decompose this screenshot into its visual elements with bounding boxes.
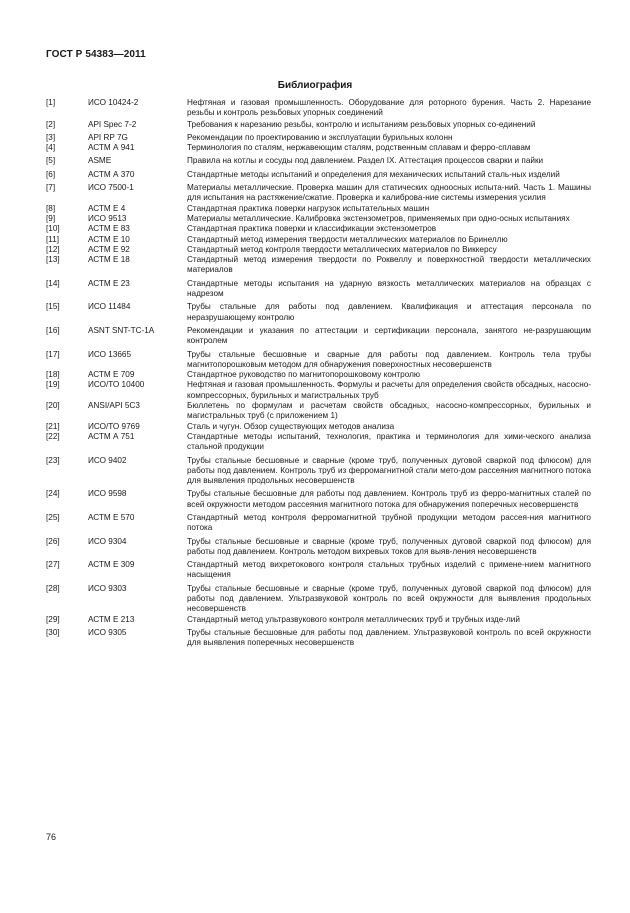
- entry-text: Трубы стальные бесшовные и сварные (кроме труб, полученных дуговой сваркой под флюсом) для работы под давлением. Контроль методом вихревых токов для выяв-ления несовершенств: [187, 536, 591, 556]
- entry-reference: АСТМ А 370: [88, 169, 135, 179]
- entry-text: Стандартные методы испытаний, технология, практика и терминология для хими-ческого анализа стальной продукции: [187, 431, 591, 452]
- entry-number: [28]: [46, 583, 60, 593]
- entry-reference: ИСО 9305: [88, 627, 127, 637]
- entry-text: Материалы металлические. Проверка машин для статических одноосных испыта-ний. Часть 1. Машины для испытания на растяжение/сжатие. Проверка и калиброва-ние системы измерения усилия: [187, 183, 591, 203]
- entry-number: [14]: [46, 278, 60, 288]
- entry-reference: ИСО 9303: [88, 583, 127, 593]
- entry-reference: ASNT SNT-TC-1A: [88, 325, 155, 335]
- entry-number: [25]: [46, 512, 60, 522]
- bibliography-entry: [46, 560, 591, 581]
- entry-reference: АСТМ Е 4: [88, 203, 126, 213]
- entry-text: Бюллетень по формулам и расчетам свойств обсадных, насосно-компрессорных, бурильных и магистральных труб (с приложением 1): [187, 401, 591, 421]
- entry-reference: API Spec 7-2: [88, 119, 137, 129]
- entry-number: [3]: [46, 132, 56, 142]
- entry-number: [4]: [46, 143, 56, 153]
- bibliography-entry: [46, 120, 591, 130]
- entry-number: [19]: [46, 380, 60, 390]
- entry-reference: АСТМ Е 83: [88, 224, 130, 234]
- bibliography-entry: [46, 615, 591, 625]
- entry-reference: АСТМ Е 213: [88, 614, 135, 624]
- entry-reference: API RP 7G: [88, 132, 128, 142]
- entry-text: Стандартная практика поверки нагрузок испытательных машин: [187, 203, 430, 213]
- entry-number: [23]: [46, 455, 60, 465]
- entry-number: [9]: [46, 213, 56, 223]
- entry-reference: АСТМ Е 570: [88, 512, 135, 522]
- bibliography-entry: [46, 302, 591, 323]
- entry-number: [24]: [46, 489, 60, 499]
- bibliography-entry: [46, 224, 591, 234]
- entry-text: Рекомендации по проектированию и эксплуатации бурильных колонн: [187, 132, 453, 142]
- entry-text: Нефтяная и газовая промышленность. Формулы и расчеты для определения свойств обсадных, насосно-компрессорных, бурильных и магистральных труб: [187, 380, 592, 400]
- bibliography-list: [46, 98, 591, 649]
- entry-number: [15]: [46, 302, 60, 312]
- bibliography-entry: [46, 513, 591, 534]
- entry-text: Стандартный метод измерения твердости металлических материалов по Бринеллю: [187, 234, 508, 244]
- bibliography-entry: [46, 183, 591, 204]
- bibliography-entry: [46, 537, 591, 558]
- entry-number: [2]: [46, 119, 56, 129]
- bibliography-entry: [46, 143, 591, 153]
- entry-reference: АСТМ Е 709: [88, 370, 135, 380]
- entry-text: Стандартный метод контроля твердости металлических материалов по Виккерсу: [187, 244, 497, 254]
- entry-reference: ИСО 10424-2: [88, 98, 139, 107]
- entry-number: [17]: [46, 349, 60, 359]
- entry-text: Трубы стальные бесшовные и сварные (кроме труб, полученных дуговой сваркой под флюсом) для работы под давлением. Ультразвуковой контроль по всей окружности для выявления продольных несовершенств: [187, 583, 591, 614]
- bibliography-entry: [46, 370, 591, 380]
- entry-text: Стандартный метод ультразвукового контроля металлических труб и трубных изде-лий: [187, 614, 520, 624]
- entry-number: [16]: [46, 325, 60, 335]
- bibliography-entry: [46, 350, 591, 371]
- entry-reference: ИСО 11484: [88, 302, 131, 312]
- bibliography-entry: [46, 214, 591, 224]
- bibliography-entry: [46, 279, 591, 300]
- bibliography-entry: [46, 489, 591, 510]
- entry-number: [27]: [46, 560, 60, 570]
- entry-text: Требования к нарезанию резьбы, контролю и испытаниям резьбовых упорных со-единений: [187, 119, 536, 129]
- bibliography-entry: [46, 628, 591, 649]
- entry-text: Стандартный метод контроля ферромагнитной трубной продукции методом рассея-ния магнитного потока: [187, 512, 591, 533]
- entry-reference: АСТМ А 751: [88, 431, 135, 441]
- entry-reference: ИСО 13665: [88, 349, 132, 359]
- entry-text: Стандартные методы испытания на ударную вязкость металлических материалов на образцах с надрезом: [187, 278, 591, 299]
- entry-reference: АСТМ А 941: [88, 143, 135, 153]
- entry-text: Правила на котлы и сосуды под давлением. Раздел IX. Аттестация процессов сварки и пайки: [187, 156, 544, 166]
- bibliography-entry: [46, 380, 591, 401]
- entry-number: [18]: [46, 370, 60, 380]
- entry-text: Стандартное руководство по магнитопорошковому контролю: [187, 370, 420, 380]
- entry-reference: АСТМ Е 309: [88, 560, 135, 570]
- entry-number: [22]: [46, 431, 60, 441]
- entry-number: [20]: [46, 401, 60, 411]
- entry-text: Стандартный метод вихретокового контроля стальных трубных изделий с примене-нием магнитного насыщения: [187, 560, 591, 580]
- entry-text: Трубы стальные бесшовные для работы под давлением. Контроль труб из ферро-магнитных сталей по всей окружности методом рассеяния магнитного потока для обнаружения поперечных несовершенств: [187, 489, 591, 509]
- bibliography-entry: [46, 133, 591, 143]
- entry-text: Трубы стальные бесшовные и сварные для работы под давлением. Контроль тела трубы магнитопорошковым методом для обнаружения поверхностных несовершенств: [187, 349, 591, 369]
- entry-number: [1]: [46, 98, 56, 107]
- entry-number: [7]: [46, 183, 56, 193]
- entry-text: Нефтяная и газовая промышленность. Оборудование для роторного бурения. Часть 2. Нарезание резьбы и контроль резьбовых упорных соединений: [187, 98, 591, 118]
- bibliography-entry: [46, 422, 591, 432]
- entry-reference: ASME: [88, 156, 112, 166]
- entry-number: [6]: [46, 169, 56, 179]
- entry-reference: АСТМ Е 18: [88, 255, 130, 265]
- bibliography-entry: [46, 401, 591, 422]
- entry-text: Трубы стальные бесшовные и сварные (кроме труб, полученных дуговой сваркой под флюсом) для работы под давлением. Контроль труб из ферромагнитной стали мето-дом рассеяния магнитного потока для выявления продольных несовершенств: [187, 455, 591, 486]
- entry-number: [30]: [46, 627, 60, 637]
- bibliography-entry: [46, 156, 591, 166]
- page-number: 76: [46, 832, 57, 842]
- entry-number: [21]: [46, 421, 60, 431]
- entry-reference: ИСО 9402: [88, 455, 127, 465]
- entry-number: [8]: [46, 203, 56, 213]
- bibliography-entry: [46, 432, 591, 453]
- entry-reference: ИСО 9598: [88, 489, 127, 499]
- entry-text: Терминология по сталям, нержавеющим сталям, родственным сплавам и ферро-сплавам: [187, 143, 531, 153]
- entry-text: Трубы стальные для работы под давлением. Квалификация и аттестация персонала по неразрушающему контролю: [187, 302, 591, 322]
- bibliography-entry: [46, 245, 591, 255]
- entry-text: Материалы металлические. Калибровка экстензометров, применяемых при одно-осных испытаниях: [187, 213, 570, 223]
- entry-text: Стандартная практика поверки и классификации экстензометров: [187, 224, 437, 234]
- entry-number: [13]: [46, 255, 60, 265]
- entry-text: Сталь и чугун. Обзор существующих методов анализа: [187, 421, 395, 431]
- standard-header: ГОСТ Р 54383—2011: [46, 49, 146, 60]
- bibliography-entry: [46, 235, 591, 245]
- entry-number: [29]: [46, 614, 60, 624]
- bibliography-entry: [46, 204, 591, 214]
- entry-number: [10]: [46, 224, 60, 234]
- bibliography-entry: [46, 170, 591, 180]
- entry-reference: ИСО/ТО 10400: [88, 380, 145, 390]
- entry-text: Стандартные методы испытаний и определения для механических испытаний сталь-ных изделий: [187, 169, 560, 179]
- entry-reference: АСТМ Е 23: [88, 278, 130, 288]
- entry-text: Стандартный метод измерения твердости по Роквеллу и поверхностной твердости металлических материалов: [187, 255, 591, 275]
- section-title: Библиография: [277, 80, 353, 91]
- entry-reference: АСТМ Е 10: [88, 234, 130, 244]
- bibliography-entry: [46, 255, 591, 276]
- entry-number: [5]: [46, 156, 56, 166]
- entry-reference: ИСО 7500-1: [88, 183, 134, 193]
- entry-reference: ИСО/ТО 9769: [88, 421, 140, 431]
- bibliography-entry: [46, 98, 591, 119]
- entry-reference: АСТМ Е 92: [88, 244, 130, 254]
- entry-text: Трубы стальные бесшовные для работы под давлением. Ультразвуковой контроль по всей окружности для выявления поперечных несовершенств: [187, 627, 591, 648]
- entry-number: [26]: [46, 536, 60, 546]
- bibliography-entry: [46, 584, 591, 615]
- bibliography-entry: [46, 456, 591, 487]
- bibliography-entry: [46, 326, 591, 347]
- entry-reference: ANSI/API 5C3: [88, 401, 140, 411]
- entry-number: [12]: [46, 244, 60, 254]
- entry-text: Рекомендации и указания по аттестации и сертификации персонала, занятого не-разрушающим контролем: [187, 325, 591, 346]
- entry-reference: ИСО 9304: [88, 536, 127, 546]
- entry-number: [11]: [46, 234, 60, 244]
- entry-reference: ИСО 9513: [88, 213, 127, 223]
